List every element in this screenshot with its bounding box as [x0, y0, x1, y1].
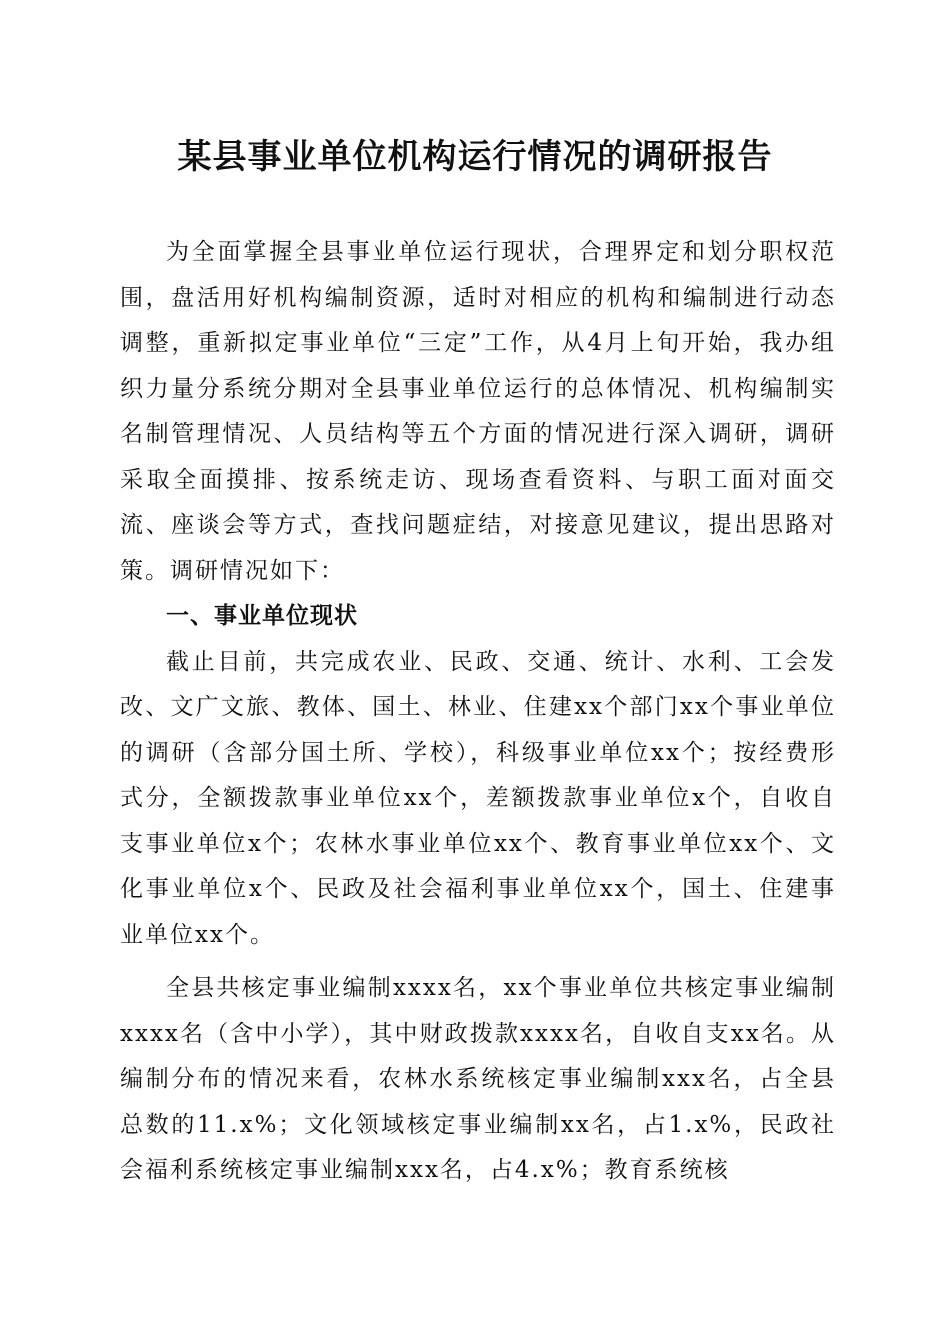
document-title: 某县事业单位机构运行情况的调研报告: [177, 137, 773, 177]
section-heading: 一、事业单位现状: [166, 603, 358, 629]
intro-paragraph: 为全面掌握全县事业单位运行现状，合理界定和划分职权范围，盘活用好机构编制资源，适时对相应的机构和编制进行动态调整，重新拟定事业单位“三定”工作，从4月上旬开始，我办组织力量分系统分期对全县事业单位运行的总体情况、机构编制实名制管理情况、人员结构等五个方面的情况进行深入调研，调研采取全面摸排、按系统走访、现场查看资料、与职工面对面交流、座谈会等方式，查找问题症结，对接意见建议，提出思路对策。调研情况如下：: [120, 239, 836, 584]
staffing-paragraph: 全县共核定事业编制xxxx名，xx个事业单位共核定事业编制xxxx名（含中小学），其中财政拨款xxxx名，自收自支xx名。从编制分布的情况来看，农林水系统核定事业编制xxx名，占全县总数的11.x%；文化领域核定事业编制xx名，占1.x%，民政社会福利系统核定事业编制xxx名，占4.x%；教育系统核: [120, 975, 836, 1183]
document-body: [120, 230, 836, 1194]
status-paragraph: 截止目前，共完成农业、民政、交通、统计、水利、工会发改、文广文旅、教体、国土、林业、住建xx个部门xx个事业单位的调研（含部分国土所、学校），科级事业单位xx个；按经费形式分，全额拨款事业单位xx个，差额拨款事业单位x个，自收自支事业单位x个；农林水事业单位xx个、教育事业单位xx个、文化事业单位x个、民政及社会福利事业单位xx个，国土、住建事业单位xx个。: [120, 648, 836, 948]
